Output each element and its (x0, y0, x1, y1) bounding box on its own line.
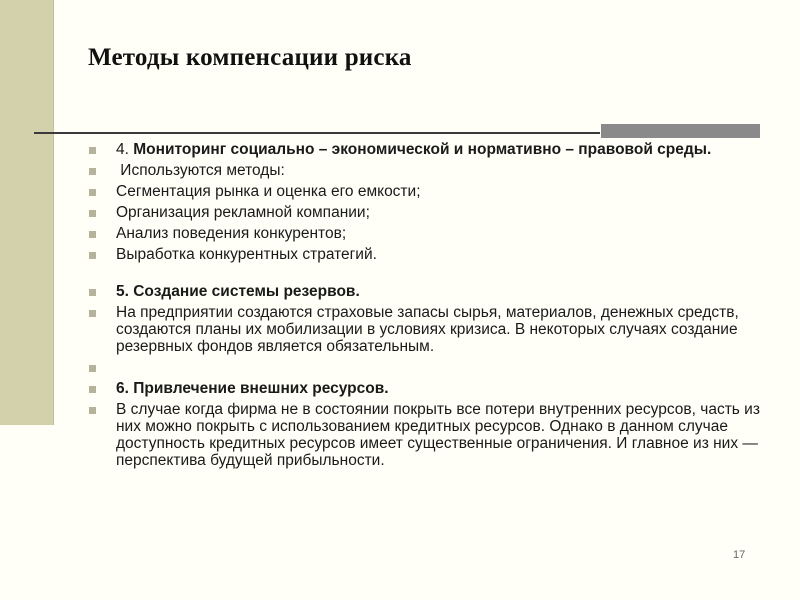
list-item (88, 283, 768, 300)
left-decorative-bar (0, 0, 54, 425)
bullet-icon (89, 210, 96, 217)
title-divider (34, 132, 600, 134)
list-item (88, 246, 768, 263)
bullet-icon (89, 310, 96, 317)
list-item (88, 183, 768, 200)
item-number: 4. (116, 141, 134, 158)
list-item-empty (88, 359, 768, 376)
list-item (88, 162, 768, 179)
slide-title: Методы компенсации риска (88, 44, 412, 71)
item-heading: 6. Привлечение внешних ресурсов. (116, 380, 389, 397)
bullet-icon (89, 231, 96, 238)
bullet-icon (89, 386, 96, 393)
bullet-icon (89, 289, 96, 296)
item-text: В случае когда фирма не в состоянии покрыть все потери внутренних ресурсов, часть из них можно покрыть с использованием кредитных ресурсов. Однако в данном случае доступность кредитных ресурсов имеет существенные ограничения. И главное из них — перспектива будущей прибыльности. (116, 401, 760, 469)
bullet-list (88, 141, 768, 473)
bullet-icon (89, 147, 96, 154)
list-item (88, 304, 768, 355)
list-item (88, 141, 768, 158)
item-text: На предприятии создаются страховые запасы сырья, материалов, денежных средств, создаются планы их мобилизации в условиях кризиса. В некоторых случаях создание резервных фондов является обязательным. (116, 304, 739, 355)
list-item (88, 401, 768, 469)
bullet-icon (89, 252, 96, 259)
bullet-icon (89, 168, 96, 175)
item-heading: Мониторинг социально – экономической и нормативно – правовой среды. (133, 141, 712, 158)
list-item (88, 380, 768, 397)
list-item (88, 225, 768, 242)
bullet-icon (89, 407, 96, 414)
bullet-icon (89, 189, 96, 196)
item-text: Используются методы: (116, 162, 285, 179)
slide-number: 17 (733, 549, 746, 561)
list-item (88, 204, 768, 221)
item-text: Сегментация рынка и оценка его емкости; (116, 183, 421, 200)
item-heading: 5. Создание системы резервов. (116, 283, 360, 300)
item-text: Выработка конкурентных стратегий. (116, 246, 377, 263)
item-text: Анализ поведения конкурентов; (116, 225, 347, 242)
divider-accent-block (601, 124, 760, 138)
item-text: Организация рекламной компании; (116, 204, 370, 221)
bullet-icon (89, 365, 96, 372)
